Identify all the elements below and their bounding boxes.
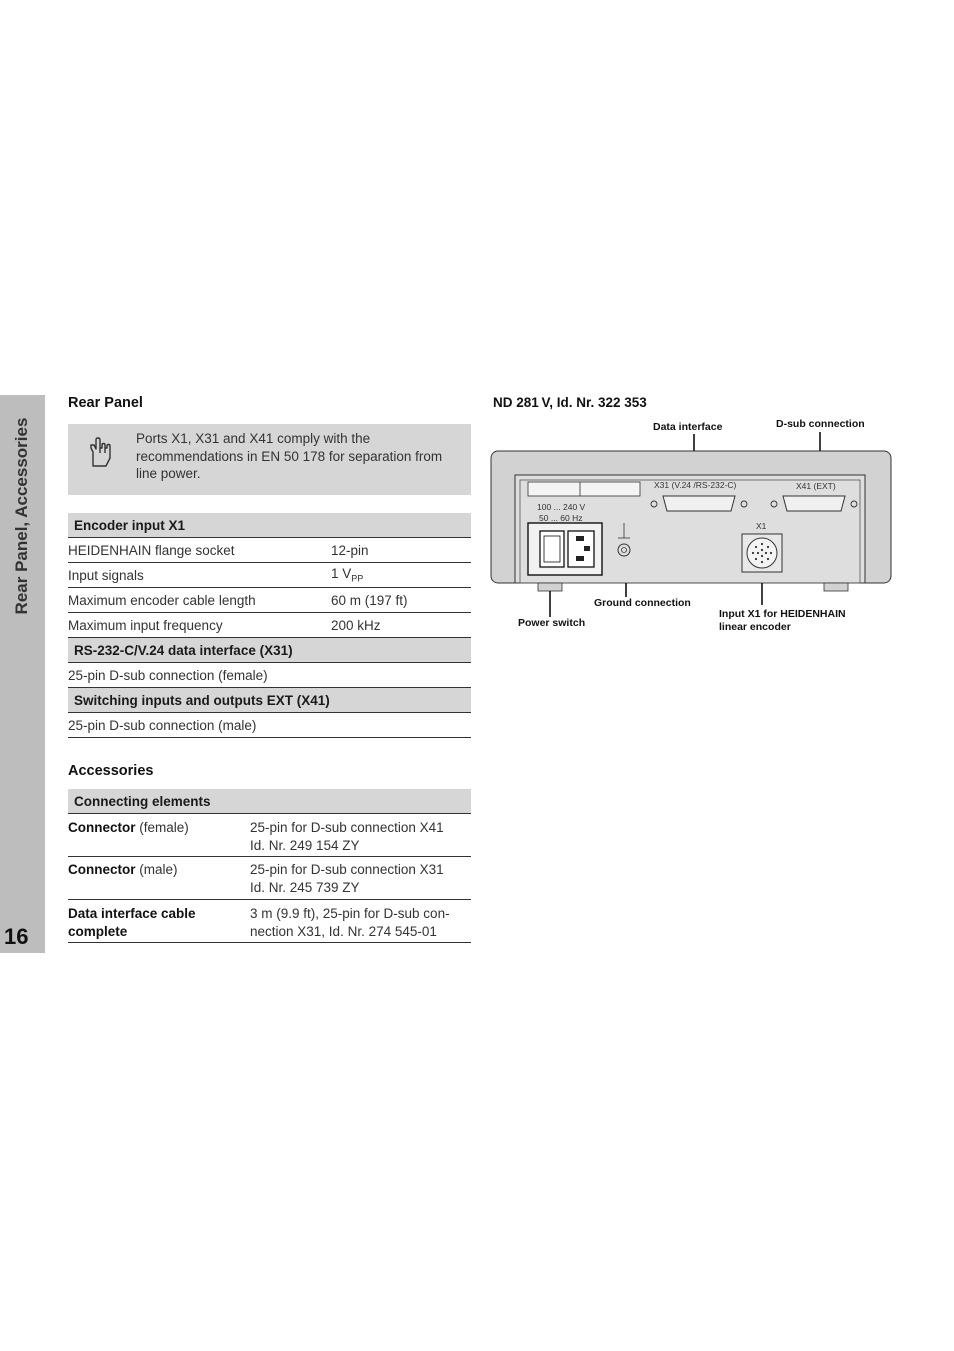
value-main: 1 V: [331, 566, 352, 582]
note-text: Ports X1, X31 and X41 comply with the recommendations in EN 50 178 for separation from line power.: [136, 431, 443, 481]
table-row: [68, 713, 471, 738]
spec-table: [68, 513, 471, 738]
note-box: [68, 424, 471, 495]
row-value: 12-pin: [331, 542, 369, 558]
row-label: Maximum input frequency: [68, 617, 223, 633]
rs232-heading: RS-232-C/V.24 data interface (X31): [68, 638, 471, 663]
accessory-desc: [250, 819, 471, 856]
accessory-name: [68, 905, 250, 942]
table-row: [68, 538, 471, 563]
accessory-name: [68, 819, 250, 856]
device-foot: [538, 583, 562, 591]
socket-pin: [576, 536, 584, 541]
desc-line: Id. Nr. 249 154 ZY: [250, 837, 360, 853]
row-value: 200 kHz: [331, 617, 381, 633]
name-line: complete: [68, 923, 128, 939]
x31-connector: [663, 496, 735, 511]
voltage-text: 100 ... 240 V: [537, 502, 586, 512]
socket-pin: [576, 556, 584, 561]
row-value: 60 m (197 ft): [331, 592, 408, 608]
rear-panel-diagram: [488, 410, 896, 635]
row-value: [331, 566, 363, 584]
desc-line: 3 m (9.9 ft), 25-pin for D-sub con-: [250, 906, 450, 921]
row-label: Maximum encoder cable length: [68, 592, 256, 608]
connecting-elements-heading: Connecting elements: [68, 789, 471, 814]
socket-pin: [584, 546, 590, 551]
accessory-desc: [250, 861, 471, 899]
sidebar-title: Rear Panel, Accessories: [12, 417, 31, 615]
table-row: [68, 613, 471, 638]
encoder-heading: Encoder input X1: [68, 513, 471, 538]
desc-line: 25-pin for D-sub connection X31: [250, 862, 444, 877]
dsub-label: D-sub connection: [776, 418, 865, 430]
x1-label: X1: [756, 521, 767, 531]
table-row: [68, 900, 471, 943]
table-row: [68, 857, 471, 900]
row-label: Input signals: [68, 567, 144, 583]
accessory-name: [68, 861, 250, 899]
frequency-text: 50 ... 60 Hz: [539, 513, 583, 523]
accessory-desc: [250, 905, 471, 942]
desc-line: nection X31, Id. Nr. 274 545-01: [250, 923, 437, 939]
x41-label: X41 (EXT): [796, 481, 836, 491]
table-row: [68, 814, 471, 857]
table-row: [68, 588, 471, 613]
x1-socket: [747, 538, 777, 568]
table-row: [68, 663, 471, 688]
power-switch-label: Power switch: [518, 617, 586, 629]
accessories-table: [68, 789, 471, 943]
page-number: 16: [4, 924, 29, 949]
power-switch[interactable]: [540, 531, 564, 567]
ground-connection-label: Ground connection: [594, 597, 691, 609]
x41-connector: [783, 496, 845, 511]
data-interface-label: Data interface: [653, 421, 723, 433]
accessories-heading: Accessories: [68, 763, 154, 779]
name-qualifier: (male): [135, 862, 178, 877]
value-subscript: PP: [351, 573, 364, 584]
row-label: HEIDENHAIN flange socket: [68, 542, 235, 558]
pointing-hand-icon: [88, 436, 114, 468]
input-x1-label-line2: linear encoder: [719, 621, 791, 633]
ext-text: 25-pin D-sub connection (male): [68, 717, 257, 733]
name-bold: Connector: [68, 862, 136, 877]
rating-plate: [528, 482, 640, 496]
name-bold: Connector: [68, 820, 136, 835]
table-row: [68, 563, 471, 588]
desc-line: 25-pin for D-sub connection X41: [250, 820, 444, 835]
diagram-title: ND 281 V, Id. Nr. 322 353: [493, 395, 647, 410]
rs232-text: 25-pin D-sub connection (female): [68, 667, 268, 683]
device-foot: [824, 583, 848, 591]
name-qualifier: (female): [135, 820, 189, 835]
desc-line: Id. Nr. 245 739 ZY: [250, 879, 360, 895]
rear-panel-heading: Rear Panel: [68, 395, 143, 411]
x31-label: X31 (V.24 /RS-232-C): [654, 480, 737, 490]
input-x1-label: Input X1 for HEIDENHAIN: [719, 608, 846, 620]
ext-heading: Switching inputs and outputs EXT (X41): [68, 688, 471, 713]
name-line: Data interface cable: [68, 906, 196, 921]
